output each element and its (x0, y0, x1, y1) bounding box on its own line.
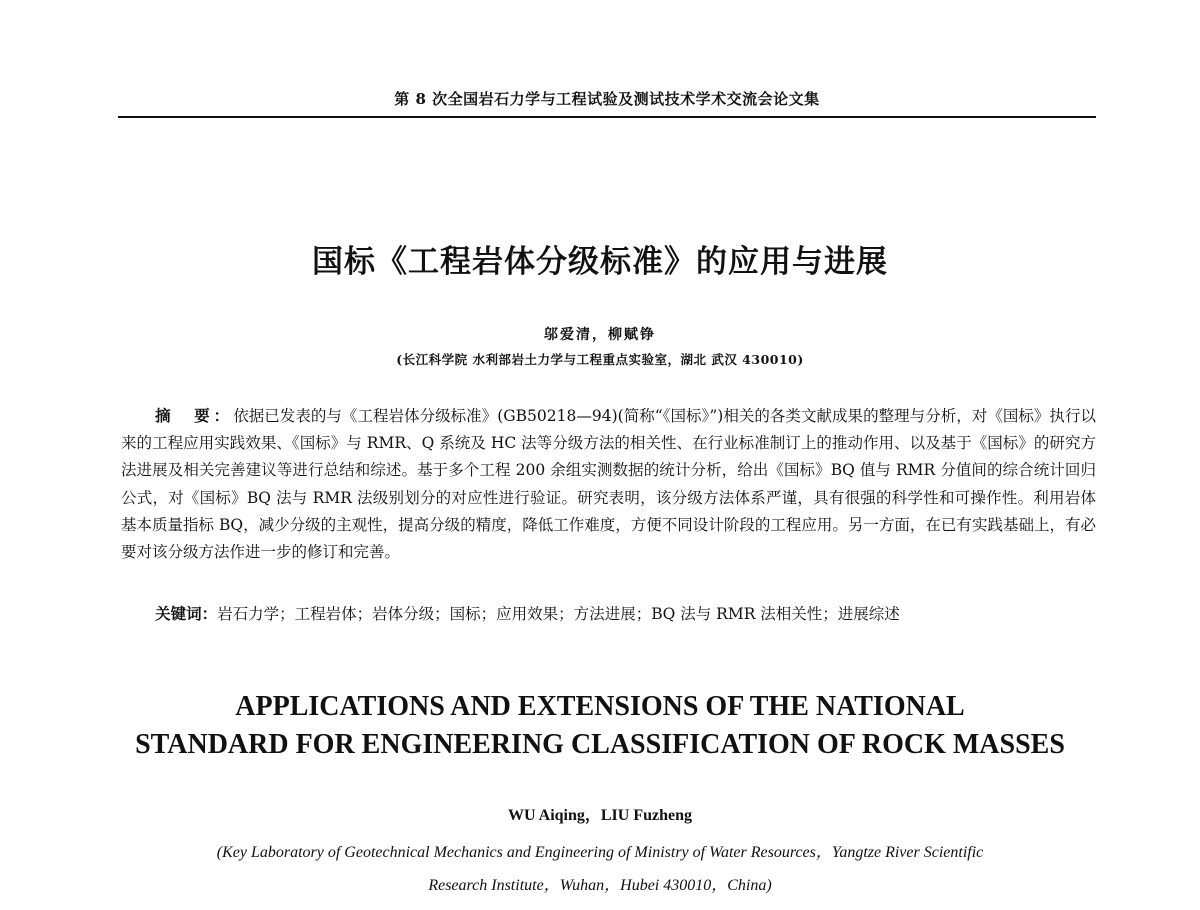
paper-title-chinese: 国标《工程岩体分级标准》的应用与进展 (312, 244, 888, 280)
keyword: 应用效果； (496, 605, 574, 623)
authors-chinese: 邬爱清，柳赋铮 (544, 327, 656, 343)
english-title-line-2: STANDARD FOR ENGINEERING CLASSIFICATION OF ROCK MASSES (135, 729, 1065, 760)
abstract-text: 依据已发表的与《工程岩体分级标准》(GB50218—94)(简称“《国标》”)相关的各类文献成果的整理与分析，对《国标》执行以来的工程应用实践效果、《国标》与 RMR、Q 系统及 HC 法等分级方法的相关性、在行业标准制订上的推动作用、以及基于《国标》的研究方法进展及相关完善建议等进行总结和综述。基于多个工程 200 余组实测数据的统计分析，给出《国标》BQ 值与 RMR 分值间的综合统计回归公式，对《国标》BQ 法与 RMR 法级别划分的对应性进行验证。研究表明，该分级方法体系严谨，具有很强的科学性和可操作性。利用岩体基本质量指标 BQ，减少分级的主观性，提高分级的精度，降低工作难度，方便不同设计阶段的工程应用。另一方面，在已有实践基础上，有必要对该分级方法作进一步的修订和完善。 (121, 407, 1096, 562)
keyword: 岩石力学； (217, 605, 295, 623)
keyword: 工程岩体； (294, 605, 373, 623)
keywords-label: 关键词： (155, 604, 218, 623)
english-affiliation-line-1: (Key Laboratory of Geotechnical Mechanics and Engineering of Ministry of Water Resources，Yangtze River Scientific (216, 844, 984, 861)
affiliation-chinese: (长江科学院 水利部岩土力学与工程重点实验室，湖北 武汉 430010) (396, 352, 804, 367)
authors-english: WU Aiqing，LIU Fuzheng (507, 807, 693, 824)
affiliation-english (0, 836, 1200, 902)
abstract-label: 摘 要： (155, 406, 234, 425)
keyword: 岩体分级； (372, 605, 450, 623)
running-header (118, 84, 1096, 118)
paper-title-english (0, 688, 1200, 764)
keyword: 国标； (449, 605, 497, 623)
keyword: 方法进展； (573, 605, 652, 623)
keyword: BQ 法与 RMR 法相关性； (651, 605, 838, 623)
keyword: 进展综述 (837, 605, 900, 623)
running-title: 第 8 次全国岩石力学与工程试验及测试技术学术交流会论文集 (394, 90, 820, 108)
english-title-line-1: APPLICATIONS AND EXTENSIONS OF THE NATIONAL (235, 691, 965, 722)
english-affiliation-line-2: Research Institute，Wuhan，Hubei 430010，China) (428, 877, 772, 894)
abstract (121, 402, 1096, 566)
keywords (121, 600, 1096, 628)
